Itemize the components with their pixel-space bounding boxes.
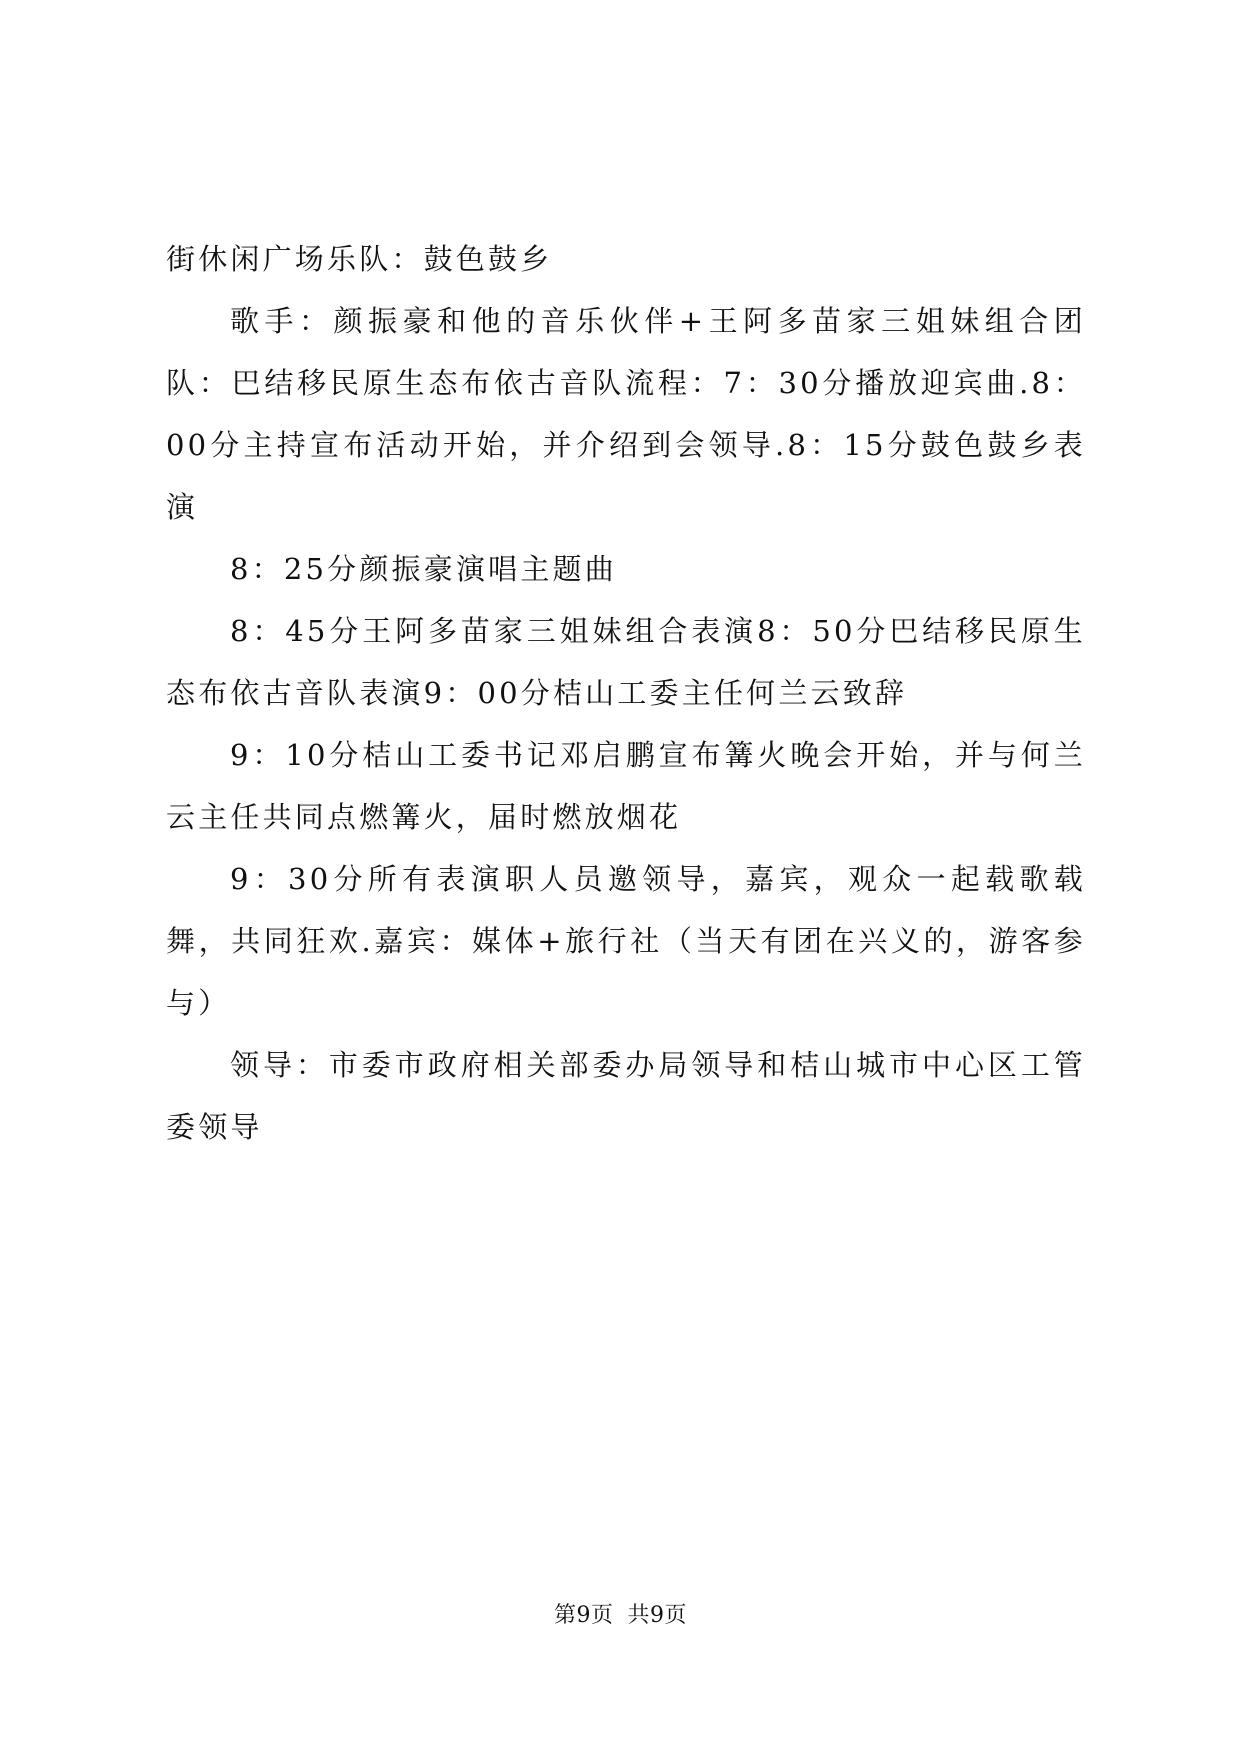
page-number: 第9页 xyxy=(554,1603,614,1628)
paragraph: 9：10分桔山工委书记邓启鹏宣布篝火晚会开始，并与何兰云主任共同点燃篝火，届时燃放烟花 xyxy=(166,738,1086,834)
paragraph: 9：30分所有表演职人员邀领导，嘉宾，观众一起载歌载舞，共同狂欢.嘉宾：媒体+旅行社（当天有团在兴义的，游客参与） xyxy=(166,862,1086,1020)
page-footer xyxy=(0,1598,1241,1629)
page-total: 共9页 xyxy=(627,1603,687,1628)
paragraph: 8：45分王阿多苗家三姐妹组合表演8：50分巴结移民原生态布依古音队表演9：00分桔山工委主任何兰云致辞 xyxy=(166,614,1086,710)
paragraph: 街休闲广场乐队：鼓色鼓乡 xyxy=(166,242,553,276)
paragraph: 歌手：颜振豪和他的音乐伙伴+王阿多苗家三姐妹组合团队：巴结移民原生态布依古音队流程：7：30分播放迎宾曲.8：00分主持宣布活动开始，并介绍到会领导.8：15分鼓色鼓乡表演 xyxy=(166,304,1086,524)
paragraph: 领导：市委市政府相关部委办局领导和桔山城市中心区工管委领导 xyxy=(166,1048,1086,1144)
document-body xyxy=(166,228,1086,1158)
paragraph: 8：25分颜振豪演唱主题曲 xyxy=(230,552,617,586)
